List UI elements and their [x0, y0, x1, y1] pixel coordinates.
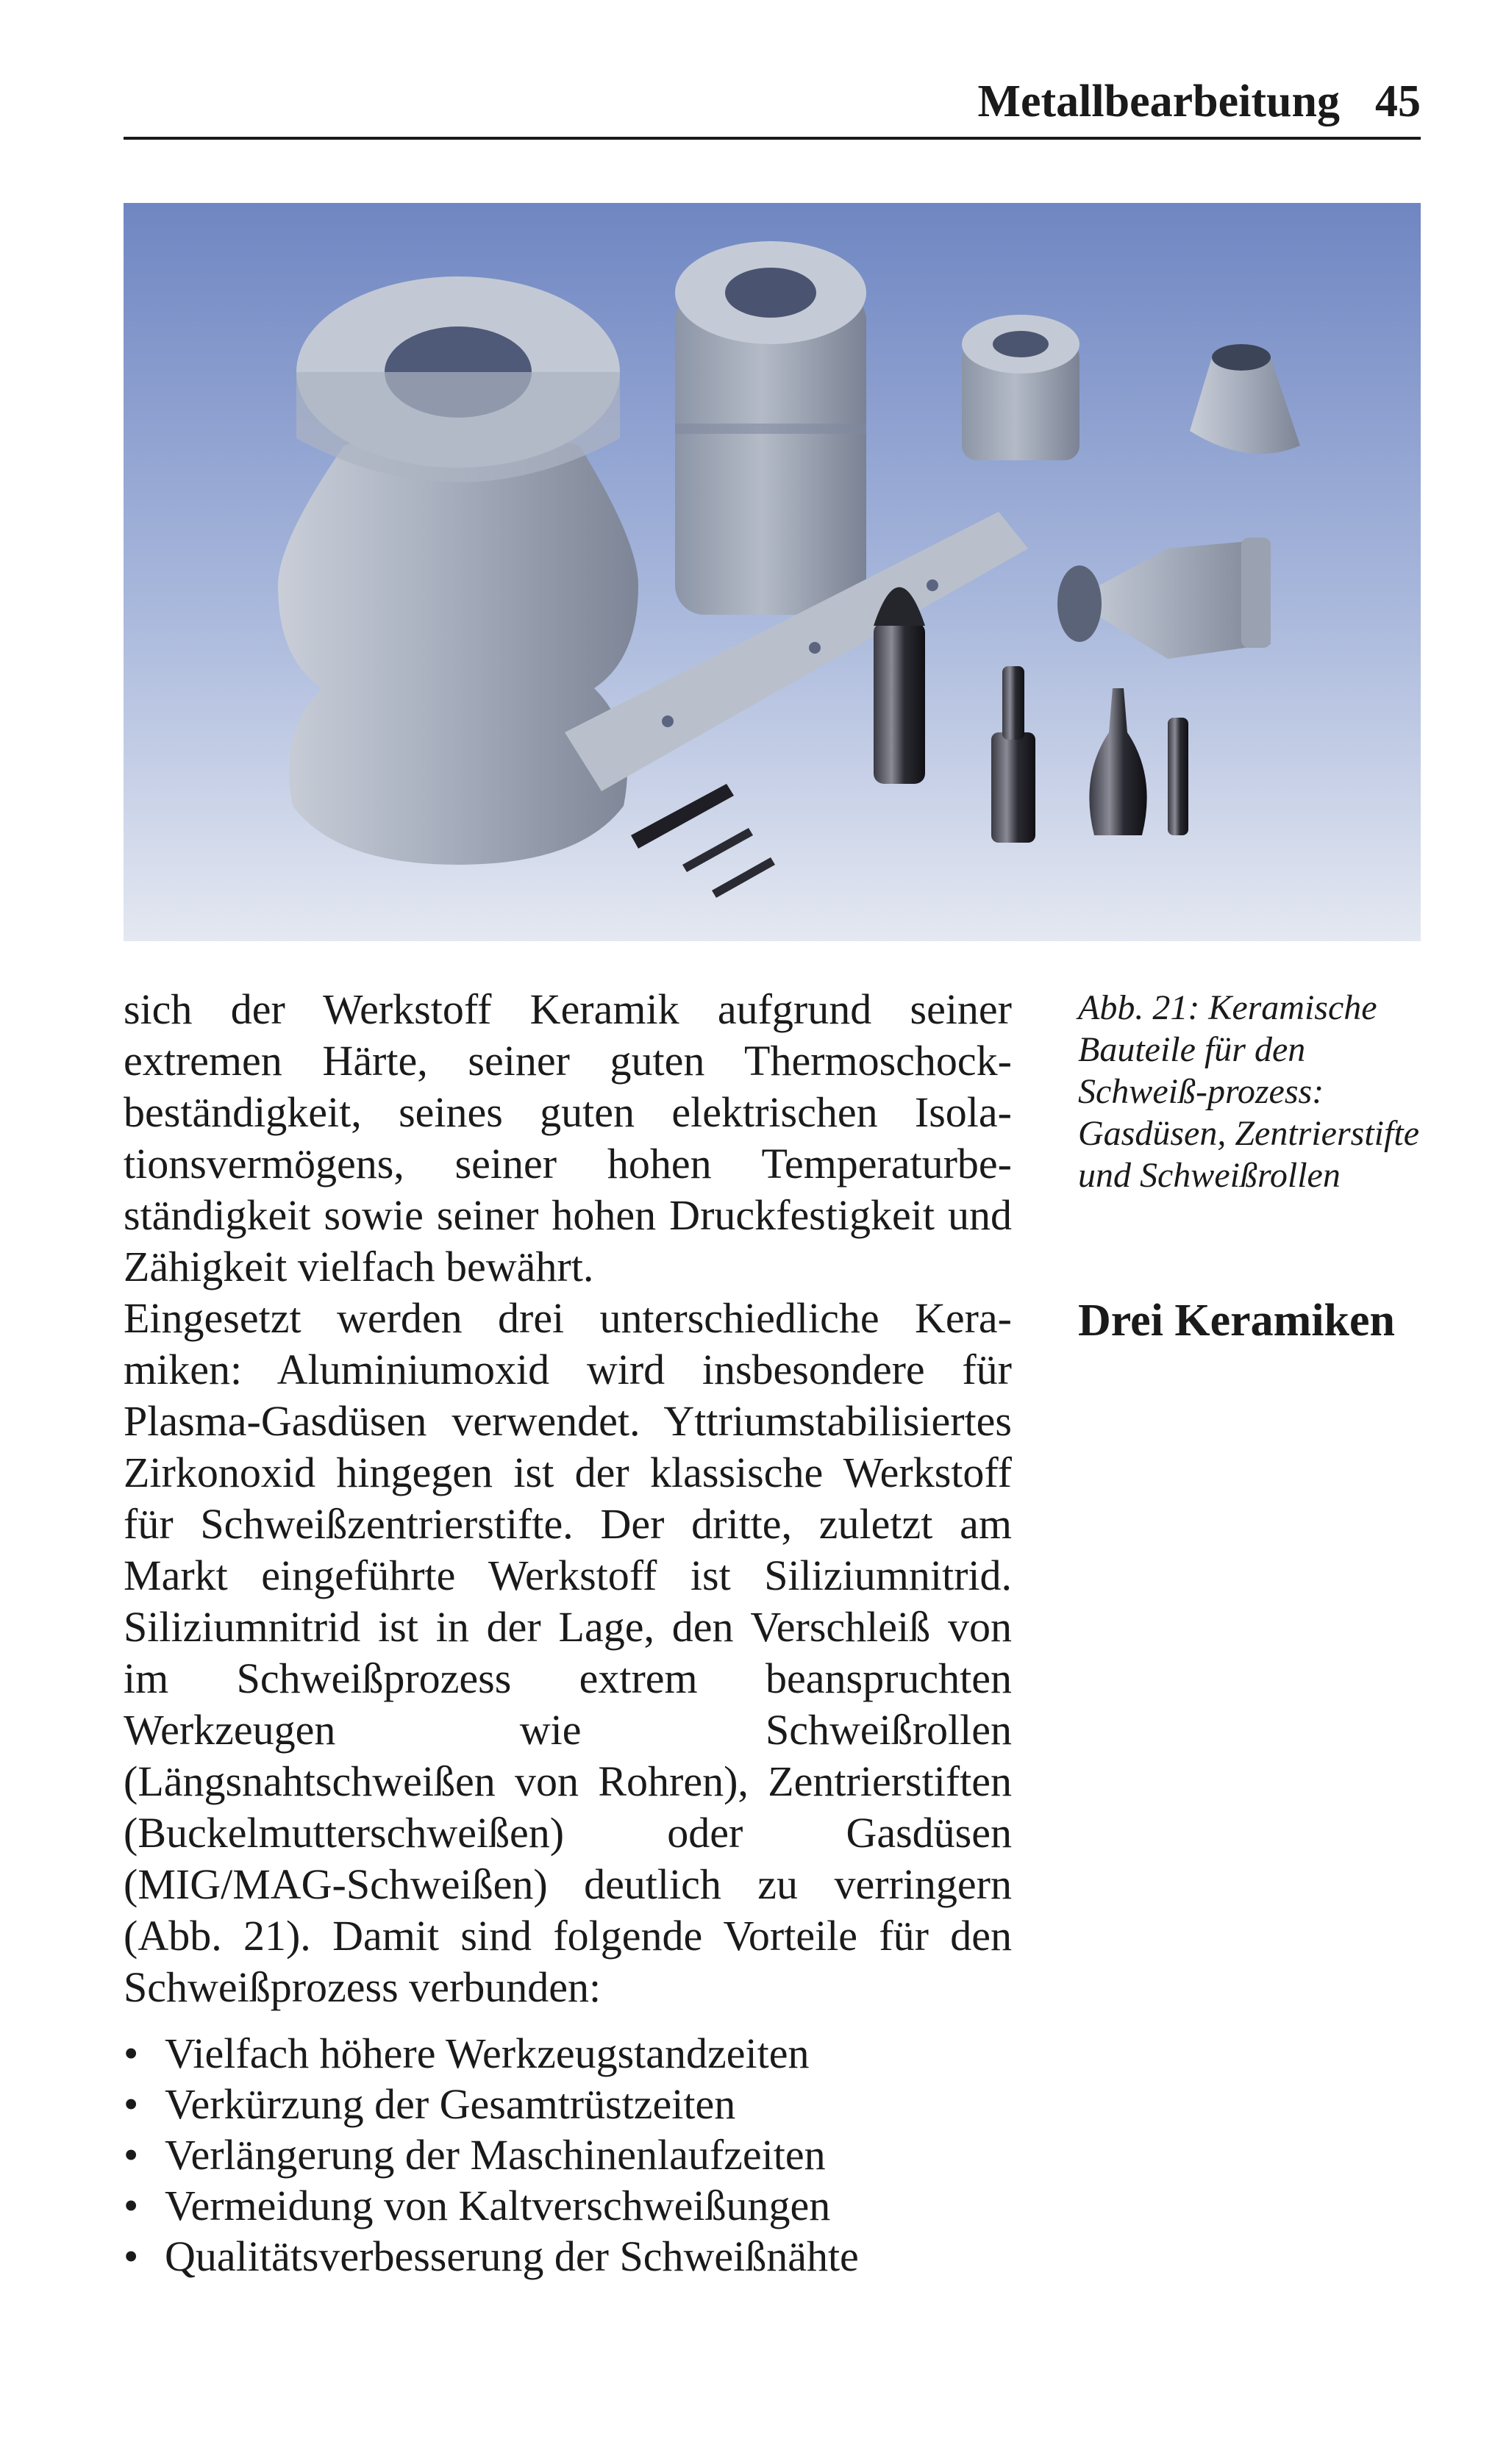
figure-caption: Abb. 21: Keramische Bauteile für den Schweiß-prozess: Gasdüsen, Zentrierstifte und Schweißrollen — [1078, 988, 1419, 1195]
centering-pin-4 — [1168, 718, 1188, 835]
paragraph: Eingesetzt werden drei unterschiedliche Keramiken: Aluminiumoxid wird insbesondere für Plasma-Gasdüsen verwendet. Yttriumstabilisiertes Zirkonoxid hingegen ist der klassische Werkstoff für Schweißzentrierstifte. Der dritte, zuletzt am Markt eingeführte Werkstoff ist Siliziumnitrid. Siliziumnitrid ist in der Lage, den Verschleiß von im Schweißprozess extrem beanspruchten Werkzeugen wie Schweißrollen (Längsnahtschweißen von Rohren), Zentrierstiften (Buckelmutterschweißen) oder Gasdüsen (MIG/MAG-Schweißen) deutlich zu verringern (Abb. 21). Damit sind folgende Vorteile für den Schweißprozess verbunden: — [124, 1294, 1012, 2011]
ceramic-components-photo — [124, 203, 1421, 941]
advantages-list — [124, 2028, 1012, 2282]
chapter-title: Metallbearbeitung — [977, 76, 1340, 126]
ceramic-cylinder — [675, 241, 866, 615]
list-item: • Vielfach höhere Werkzeugstandzeiten — [124, 2028, 1012, 2079]
list-item: • Verkürzung der Gesamtrüstzeiten — [124, 2079, 1012, 2129]
list-item: • Vermeidung von Kaltverschweißungen — [124, 2180, 1012, 2231]
centering-pin-1 — [874, 588, 925, 785]
welding-roll-large — [278, 276, 638, 865]
list-item: • Qualitätsverbesserung der Schweißnähte — [124, 2231, 1012, 2282]
page-number: 45 — [1375, 76, 1421, 126]
list-item: • Verlängerung der Maschinenlaufzeiten — [124, 2129, 1012, 2180]
ceramic-ring-small — [962, 315, 1079, 460]
marginal-heading: Drei Keramiken — [1078, 1296, 1396, 1346]
running-header — [124, 66, 1421, 140]
body-text — [124, 984, 1012, 2013]
photo-illustration — [124, 203, 1421, 941]
paragraph: sich der Werkstoff Keramik aufgrund seiner extremen Härte, seiner guten Thermoschockbeständigkeit, seines guten elektrischen Isolationsvermögens, seiner hohen Temperaturbeständigkeit sowie seiner hohen Druckfestigkeit und Zähigkeit vielfach bewährt. — [124, 985, 1012, 1290]
